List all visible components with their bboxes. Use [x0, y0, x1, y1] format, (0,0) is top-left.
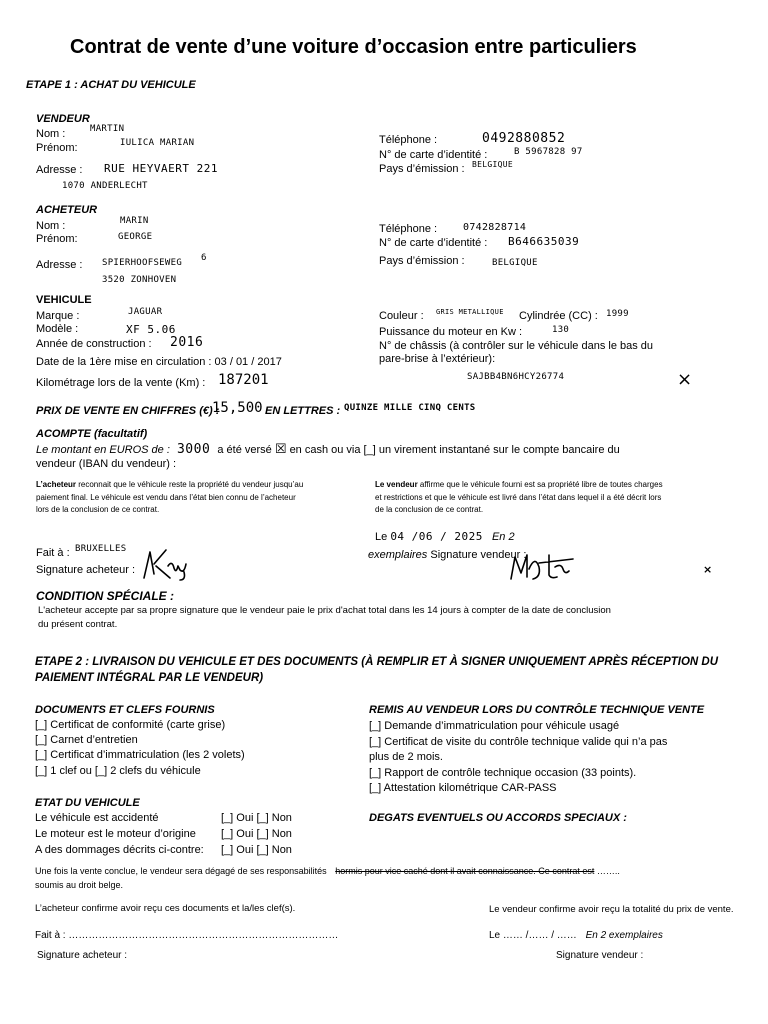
vehicule-chassis-label2: pare-brise à l’extérieur):	[379, 353, 496, 365]
vendeur-tel-label: Téléphone :	[379, 134, 438, 146]
vehicule-heading: VEHICULE	[36, 294, 92, 306]
vendeur-carte-label: N° de carte d’identité :	[379, 149, 488, 161]
acompte-montant-value[interactable]: 3000	[176, 442, 211, 457]
etat-row-label: Le véhicule est accidenté	[35, 812, 159, 824]
clause-acheteur-bold: L’acheteur	[36, 480, 77, 489]
prix-value[interactable]: 15,500	[212, 400, 263, 416]
etape2-fait-a[interactable]: Fait à : ………………………………………………………………………	[35, 930, 339, 941]
etape2-heading-line2: PAIEMENT INTÉGRAL PAR LE VENDEUR)	[35, 672, 264, 684]
final-clause-dots: ……..	[596, 866, 620, 876]
acheteur-carte-value[interactable]: B646635039	[508, 235, 580, 248]
prix-label: PRIX DE VENTE EN CHIFFRES (€) :	[36, 405, 220, 417]
vehicule-cylindree-label: Cylindrée (CC) :	[519, 310, 598, 322]
vendeur-signature	[505, 549, 575, 585]
acheteur-carte-label: N° de carte d’identité :	[379, 237, 488, 249]
vendeur-prenom-label: Prénom:	[36, 142, 78, 154]
small-cross-mark: ×	[703, 563, 713, 576]
etape2-signature-acheteur[interactable]: Signature acheteur :	[37, 950, 128, 961]
acheteur-adresse-number[interactable]: 6	[201, 253, 207, 263]
etape2-signature-vendeur[interactable]: Signature vendeur :	[556, 950, 644, 961]
acheteur-confirm: L’acheteur confirme avoir reçu ces documents et la/les clef(s).	[35, 903, 296, 914]
acheteur-tel-label: Téléphone :	[379, 223, 438, 235]
vendeur-nom-label: Nom :	[36, 128, 66, 140]
vehicule-cylindree-value[interactable]: 1999	[606, 309, 629, 319]
etat-row-options[interactable]: [_] Oui [_] Non	[221, 828, 292, 840]
etape1-heading: ETAPE 1 : ACHAT DU VEHICULE	[26, 79, 196, 91]
acheteur-adresse-line1[interactable]: SPIERHOOFSEWEG	[102, 258, 183, 268]
cross-mark: ×	[677, 369, 693, 390]
acheteur-prenom-label: Prénom:	[36, 233, 78, 245]
page-title: Contrat de vente d’une voiture d’occasion entre particuliers	[70, 36, 637, 58]
acheteur-tel-value[interactable]: 0742828714	[463, 222, 527, 233]
vehicule-marque-value[interactable]: JAGUAR	[128, 307, 163, 317]
remis-item[interactable]: [_] Attestation kilométrique CAR-PASS	[369, 782, 557, 794]
final-clause-line2: soumis au droit belge.	[35, 880, 124, 890]
clause-acheteur-text: reconnait que le véhicule reste la propriété du vendeur jusqu’au paiement final. Le véhicule est vendu dans l’état bien connu de l’acheteur lors de la conclusion de ce contrat.	[36, 480, 304, 514]
remis-item-continuation: plus de 2 mois.	[369, 751, 443, 763]
docs-heading: DOCUMENTS ET CLEFS FOURNIS	[35, 704, 215, 716]
acheteur-adresse-label: Adresse :	[36, 259, 83, 271]
clause-vendeur-bold: Le vendeur	[375, 480, 418, 489]
docs-item[interactable]: [_] Certificat d’immatriculation (les 2 volets)	[35, 749, 245, 761]
etape2-date[interactable]: Le …… /…… / ……	[489, 930, 577, 941]
exemplaires-count: En 2	[491, 531, 515, 543]
etape2-heading-line1: ETAPE 2 : LIVRAISON DU VEHICULE ET DES DOCUMENTS (À REMPLIR ET À SIGNER UNIQUEMENT APRÈS RÉCEPTION DU	[35, 656, 719, 668]
vehicule-couleur-label: Couleur :	[379, 310, 424, 322]
acheteur-prenom-value[interactable]: GEORGE	[118, 232, 153, 242]
etat-row-label: A des dommages décrits ci-contre:	[35, 844, 204, 856]
vehicule-marque-label: Marque :	[36, 310, 80, 322]
vehicule-modele-value[interactable]: XF 5.06	[126, 323, 176, 336]
vendeur-pays-value[interactable]: BELGIQUE	[472, 160, 513, 169]
remis-item[interactable]: [_] Demande d’immatriculation pour véhicule usagé	[369, 720, 620, 732]
vendeur-carte-value[interactable]: B 5967828 97	[514, 147, 583, 157]
clause-vendeur-text: affirme que le véhicule fourni est sa propriété libre de toutes charges et restrictions et que le véhicule est livré dans l’état dans lequel il a été décrit lors de la conclusion de ce contrat.	[375, 480, 663, 514]
remis-item[interactable]: [_] Rapport de contrôle technique occasion (33 points).	[369, 767, 637, 779]
acompte-heading: ACOMPTE (facultatif)	[36, 428, 148, 440]
date-le-label: Le	[375, 531, 388, 543]
vehicule-puissance-label: Puissance du moteur en Kw :	[379, 326, 523, 338]
final-clause-struck: hormis pour vice caché dont il avait connaissance. Ce contrat est	[335, 866, 595, 876]
vendeur-adresse-label: Adresse :	[36, 164, 83, 176]
degats-heading: DEGATS EVENTUELS OU ACCORDS SPECIAUX :	[369, 812, 627, 824]
vendeur-adresse-line2[interactable]: 1070 ANDERLECHT	[62, 181, 148, 191]
acheteur-pays-value[interactable]: BELGIQUE	[492, 258, 538, 268]
acheteur-adresse-line2[interactable]: 3520 ZONHOVEN	[102, 275, 177, 285]
acompte-montant-label: Le montant en EUROS de :	[36, 444, 170, 456]
clause-vendeur	[375, 479, 665, 517]
vendeur-confirm: Le vendeur confirme avoir reçu la totalité du prix de vente.	[489, 904, 734, 915]
vehicule-chassis-label1: N° de châssis (à contrôler sur le véhicule dans le bas du	[379, 340, 654, 352]
fait-a-label: Fait à :	[36, 547, 70, 559]
etat-row-options[interactable]: [_] Oui [_] Non	[221, 844, 292, 856]
vendeur-tel-value[interactable]: 0492880852	[482, 131, 566, 146]
signature-vendeur-label: Signature vendeur :	[430, 549, 527, 561]
vehicule-km-label: Kilométrage lors de la vente (Km) :	[36, 377, 206, 389]
vehicule-km-value[interactable]: 187201	[218, 372, 269, 388]
vehicule-modele-label: Modèle :	[36, 323, 79, 335]
acheteur-nom-value[interactable]: MARIN	[120, 216, 149, 226]
docs-item[interactable]: [_] Certificat de conformité (carte grise)	[35, 719, 226, 731]
signature-acheteur-label: Signature acheteur :	[36, 564, 136, 576]
vehicule-couleur-value[interactable]: GRIS METALLIQUE	[436, 308, 504, 316]
acompte-verse-label: a été versé	[217, 444, 272, 456]
acompte-mode-text: en cash ou via [_] un virement instantané sur le compte bancaire du	[289, 444, 620, 456]
vendeur-pays-label: Pays d’émission :	[379, 163, 465, 175]
remis-item[interactable]: [_] Certificat de visite du contrôle technique valide qui n’a pas	[369, 736, 668, 748]
acompte-cash-checkbox[interactable]: ☒	[274, 441, 287, 456]
clause-acheteur	[36, 479, 306, 517]
etape2-exemplaires: En 2 exemplaires	[585, 930, 663, 941]
etat-heading: ETAT DU VEHICULE	[35, 797, 140, 809]
vehicule-annee-label: Année de construction :	[36, 338, 152, 350]
acheteur-pays-label: Pays d’émission :	[379, 255, 465, 267]
etat-row-options[interactable]: [_] Oui [_] Non	[221, 812, 292, 824]
fait-a-value[interactable]: BRUXELLES	[75, 544, 127, 554]
remis-heading: REMIS AU VENDEUR LORS DU CONTRÔLE TECHNIQUE VENTE	[369, 704, 705, 716]
vendeur-prenom-value[interactable]: IULICA MARIAN	[120, 138, 195, 148]
acheteur-signature	[140, 544, 192, 582]
vendeur-nom-value[interactable]: MARTIN	[90, 124, 125, 134]
acheteur-heading: ACHETEUR	[36, 204, 98, 216]
vendeur-adresse-line1[interactable]: RUE HEYVAERT 221	[104, 162, 218, 175]
vehicule-annee-value[interactable]: 2016	[170, 335, 204, 350]
docs-item[interactable]: [_] 1 clef ou [_] 2 clefs du véhicule	[35, 765, 201, 777]
etat-row-label: Le moteur est le moteur d’origine	[35, 828, 196, 840]
condition-heading: CONDITION SPÉCIALE :	[36, 589, 175, 603]
vehicule-puissance-value[interactable]: 130	[552, 325, 570, 335]
acompte-iban-label: vendeur (IBAN du vendeur) :	[36, 458, 177, 470]
vehicule-mise-circulation: Date de la 1ère mise en circulation : 03 / 01 / 2017	[36, 356, 282, 368]
prix-lettres-value[interactable]: QUINZE MILLE CINQ CENTS	[344, 403, 476, 413]
exemplaires-label: exemplaires	[368, 549, 428, 561]
vehicule-chassis-value[interactable]: SAJBB4BN6HCY26774	[467, 372, 565, 382]
final-clause-text: Une fois la vente conclue, le vendeur sera dégagé de ses responsabilités	[35, 866, 327, 876]
docs-item[interactable]: [_] Carnet d’entretien	[35, 734, 138, 746]
prix-lettres-label: EN LETTRES :	[265, 405, 341, 417]
condition-line2: du présent contrat.	[38, 619, 118, 630]
date-value[interactable]: 04 /06 / 2025	[390, 530, 483, 543]
acheteur-nom-label: Nom :	[36, 220, 66, 232]
condition-line1: L'acheteur accepte par sa propre signature que le vendeur paie le prix d'achat total dans les 14 jours à compter de la date de conclusion	[38, 605, 611, 616]
vendeur-heading: VENDEUR	[36, 113, 90, 125]
